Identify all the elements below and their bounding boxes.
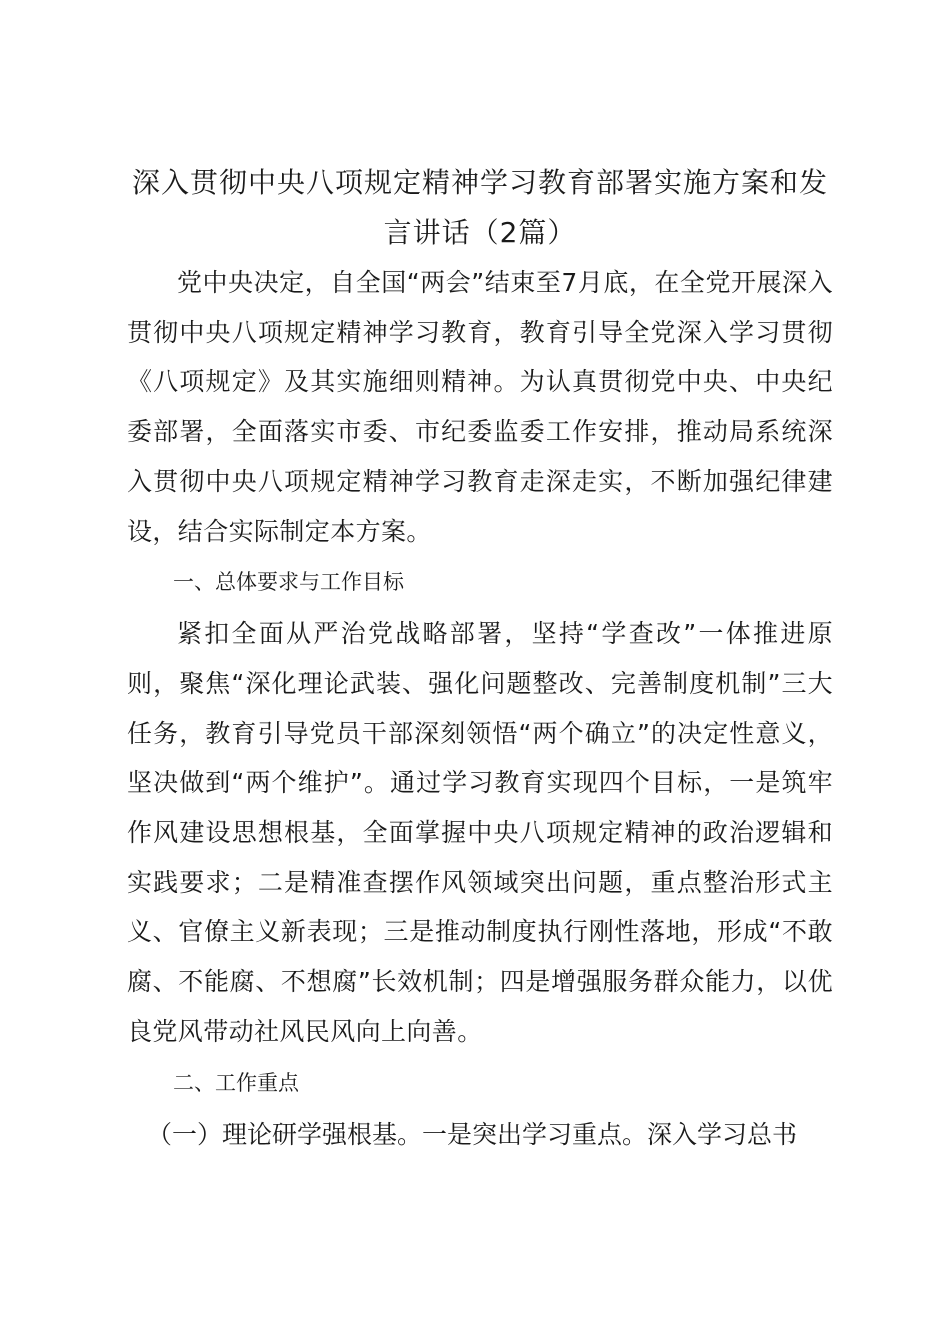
section-1-body: 紧扣全面从严治党战略部署，坚持“学查改”一体推进原则，聚焦“深化理论武装、强化问题整改、完善制度机制”三大任务，教育引导党员干部深刻领悟“两个确立”的决定性意义，坚决做到“两个维护”。通过学习教育实现四个目标，一是筑牢作风建设思想根基，全面掌握中央八项规定精神的政治逻辑和实践要求；二是精准查摆作风领域突出问题，重点整治形式主义、官僚主义新表现；三是推动制度执行刚性落地，形成“不敢腐、不能腐、不想腐”长效机制；四是增强服务群众能力，以优良党风带动社风民风向上向善。 bbox=[127, 619, 833, 1046]
section-heading-2: 二、工作重点 bbox=[173, 1070, 299, 1095]
section-heading-1: 一、总体要求与工作目标 bbox=[173, 570, 404, 595]
intro-paragraph: 党中央决定，自全国“两会”结束至7月底，在全党开展深入贯彻中央八项规定精神学习教育，教育引导全党深入学习贯彻《八项规定》及其实施细则精神。为认真贯彻党中央、中央纪委部署，全面落实市委、市纪委监委工作安排，推动局系统深入贯彻中央八项规定精神学习教育走深走实，不断加强纪律建设，结合实际制定本方案。 bbox=[127, 268, 833, 546]
document-page bbox=[127, 158, 833, 1159]
document-title: 深入贯彻中央八项规定精神学习教育部署实施方案和发言讲话（2篇） bbox=[131, 166, 828, 249]
section-2-sub-1: （一）理论研学强根基。一是突出学习重点。深入学习总书 bbox=[147, 1119, 798, 1149]
